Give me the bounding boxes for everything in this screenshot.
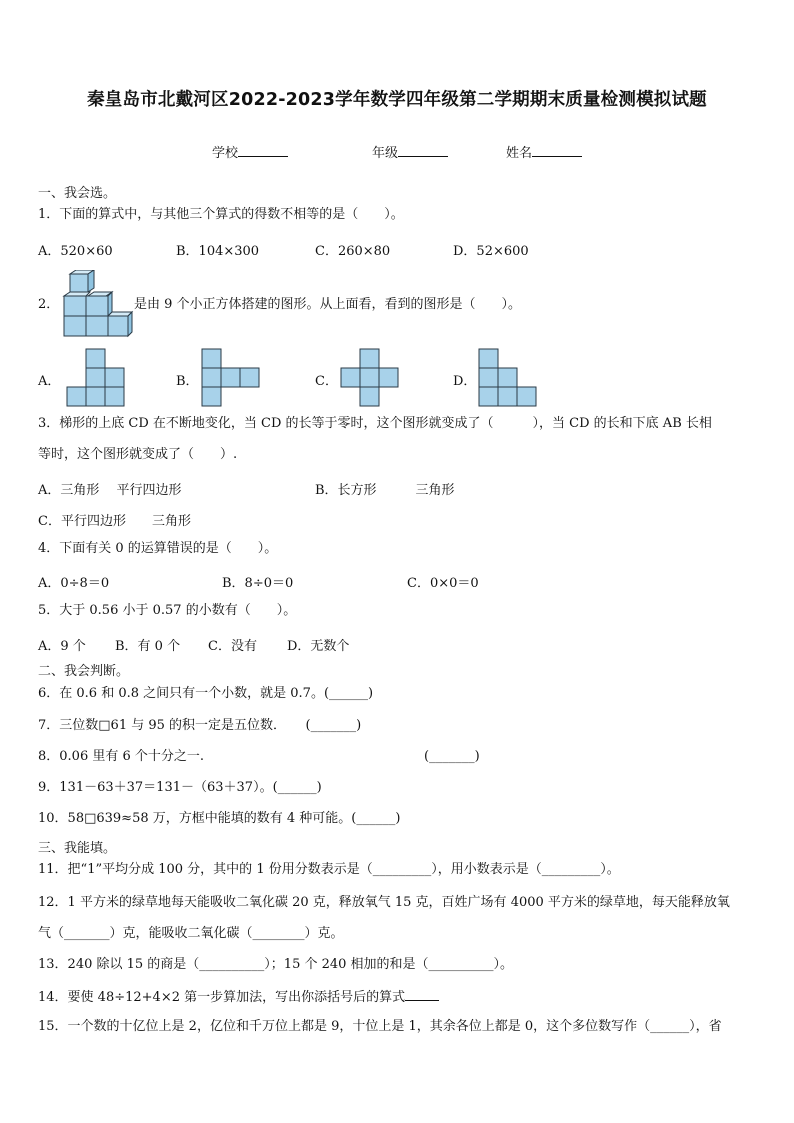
question-14-text: 14．要使 48÷12+4×2 第一步算加法，写出你添括号后的算式: [38, 990, 406, 1005]
question-12-line2: 气（_______）克，能吸收二氧化碳（________）克。: [38, 926, 344, 941]
q2-option-b-figure[interactable]: [201, 348, 261, 408]
q2-option-c[interactable]: C．: [315, 374, 338, 389]
grade-label: 年级: [372, 146, 399, 161]
q4-option-c[interactable]: C．0×0＝0: [407, 576, 479, 591]
q2-option-d[interactable]: D．: [453, 374, 477, 389]
question-1: 1．下面的算式中，与其他三个算式的得数不相等的是（ ）。: [38, 207, 404, 222]
name-blank[interactable]: [532, 143, 582, 157]
q5-option-d[interactable]: D．无数个: [287, 639, 350, 654]
q1-option-d[interactable]: D．52×600: [453, 244, 529, 259]
question-13: 13．240 除以 15 的商是（__________）；15 个 240 相加的和是（__________）。: [38, 957, 514, 972]
school-blank[interactable]: [238, 143, 288, 157]
q1-option-b[interactable]: B．104×300: [176, 244, 260, 259]
question-15: 15．一个数的十亿位上是 2，亿位和千万位上都是 9，十位上是 1，其余各位上都是 0，这个多位数写作（______），省: [38, 1019, 722, 1034]
q1-option-c[interactable]: C．260×80: [315, 244, 391, 259]
q3-option-b[interactable]: B．长方形 三角形: [315, 483, 455, 498]
q5-option-a[interactable]: A．9 个: [38, 639, 86, 654]
question-5: 5．大于 0.56 小于 0.57 的小数有（ ）。: [38, 603, 297, 618]
q4-option-b[interactable]: B．8÷0＝0: [222, 576, 294, 591]
section-heading-judge: 二、我会判断。: [38, 664, 130, 679]
page-title: 秦皇岛市北戴河区2022-2023学年数学四年级第二学期期末质量检测模拟试题: [87, 90, 707, 110]
cube-stack-figure: [62, 270, 134, 338]
section-heading-choice: 一、我会选。: [38, 186, 117, 201]
q2-option-d-figure[interactable]: [478, 348, 538, 408]
school-field: [212, 142, 288, 161]
question-14: [38, 988, 439, 1006]
q5-option-b[interactable]: B．有 0 个: [115, 639, 181, 654]
question-8-answer-blank[interactable]: (_______): [424, 749, 480, 764]
question-3-line2: 等时，这个图形就变成了（ ）.: [38, 447, 238, 462]
section-heading-fill: 三、我能填。: [38, 841, 117, 856]
q1-option-a[interactable]: A．520×60: [38, 244, 113, 259]
q4-option-a[interactable]: A．0÷8＝0: [38, 576, 110, 591]
q2-option-b[interactable]: B．: [176, 374, 199, 389]
question-14-answer-blank[interactable]: [405, 988, 439, 1001]
q2-option-a[interactable]: A．: [38, 374, 61, 389]
question-11: 11．把“1”平均分成 100 分，其中的 1 份用分数表示是（_________），用小数表示是（_________）。: [38, 862, 620, 877]
grade-field: [372, 142, 448, 161]
q2-option-a-figure[interactable]: [66, 348, 126, 408]
grade-blank[interactable]: [398, 143, 448, 157]
question-8: 8．0.06 里有 6 个十分之一.: [38, 749, 205, 764]
name-label: 姓名: [506, 146, 533, 161]
question-2-number: 2．: [38, 297, 60, 312]
q3-option-c[interactable]: C．平行四边形 三角形: [38, 514, 191, 529]
q2-option-c-figure[interactable]: [340, 348, 400, 408]
question-4: 4．下面有关 0 的运算错误的是（ ）。: [38, 541, 278, 556]
question-7: 7．三位数□61 与 95 的积一定是五位数． (_______): [38, 718, 362, 733]
question-6: 6．在 0.6 和 0.8 之间只有一个小数，就是 0.7。(______): [38, 686, 374, 701]
school-label: 学校: [212, 146, 239, 161]
question-2: 是由 9 个小正方体搭建的图形。从上面看，看到的图形是（ ）。: [134, 297, 522, 312]
question-3-line1: 3．梯形的上底 CD 在不断地变化，当 CD 的长等于零时，这个图形就变成了（ ），当 CD 的长和下底 AB 长相: [38, 416, 712, 431]
question-12-line1: 12．1 平方米的绿草地每天能吸收二氧化碳 20 克，释放氧气 15 克，百姓广场有 4000 平方米的绿草地，每天能释放氧: [38, 895, 730, 910]
question-10: 10．58□639≈58 万，方框中能填的数有 4 种可能。(______): [38, 811, 401, 826]
q5-option-c[interactable]: C．没有: [208, 639, 257, 654]
question-9: 9．131－63＋37＝131－（63＋37）。(______): [38, 780, 322, 795]
q3-option-a[interactable]: A．三角形 平行四边形: [38, 483, 182, 498]
name-field: [506, 142, 582, 161]
